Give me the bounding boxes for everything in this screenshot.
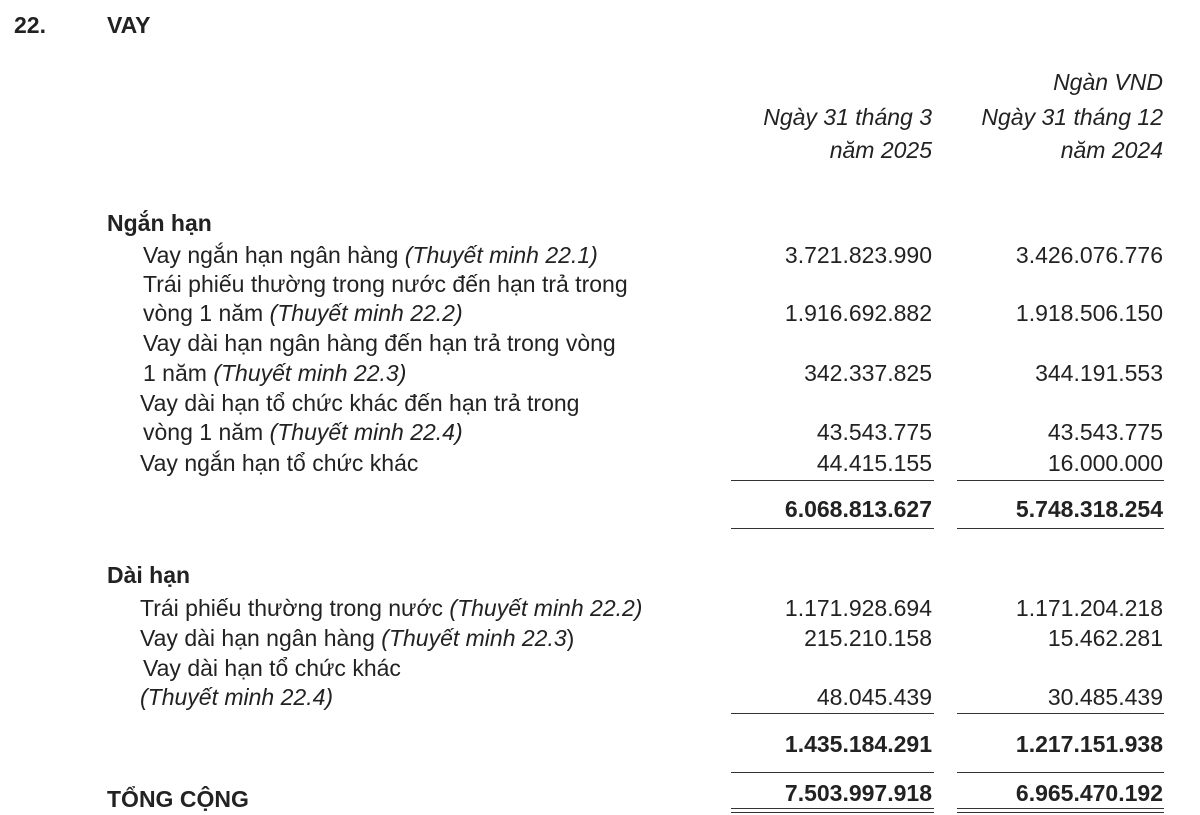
- short-term-subtotal-2024: 5.748.318.254: [1015, 496, 1163, 522]
- table-row-label: Vay dài hạn tổ chức khác đến hạn trả trong: [140, 390, 580, 416]
- table-cell-value: 43.543.775: [1047, 419, 1163, 445]
- table-cell-value: 3.426.076.776: [1015, 242, 1163, 268]
- total-2024: 6.965.470.192: [1015, 780, 1163, 806]
- table-cell-value: 44.415.155: [816, 450, 932, 476]
- table-cell-value: 16.000.000: [1047, 450, 1163, 476]
- subtotal-underline: [957, 528, 1164, 529]
- section-title: VAY: [107, 12, 151, 38]
- table-cell-value: 342.337.825: [804, 360, 932, 386]
- subtotal-rule: [957, 713, 1164, 714]
- total-rule: [731, 772, 934, 773]
- table-cell-value: 1.171.928.694: [784, 595, 932, 621]
- total-double-underline: [731, 812, 934, 813]
- subtotal-rule: [731, 480, 934, 481]
- table-cell-value: 1.918.506.150: [1015, 300, 1163, 326]
- table-cell-value: 1.916.692.882: [784, 300, 932, 326]
- table-cell-value: 30.485.439: [1047, 684, 1163, 710]
- table-row-label: vòng 1 năm (Thuyết minh 22.2): [143, 300, 463, 326]
- table-cell-value: 48.045.439: [816, 684, 932, 710]
- table-row-label: Vay dài hạn tổ chức khác: [143, 655, 401, 681]
- short-term-subtotal-2025: 6.068.813.627: [784, 496, 932, 522]
- column-header-2025-line1: Ngày 31 tháng 3: [763, 104, 932, 130]
- table-cell-value: 43.543.775: [816, 419, 932, 445]
- total-double-underline: [957, 812, 1164, 813]
- table-row-label: Trái phiếu thường trong nước đến hạn trả trong: [143, 271, 628, 297]
- section-number: 22.: [14, 12, 46, 38]
- table-cell-value: 15.462.281: [1047, 625, 1163, 651]
- long-term-subtotal-2024: 1.217.151.938: [1015, 731, 1163, 757]
- table-row-label: Trái phiếu thường trong nước (Thuyết minh 22.2): [140, 595, 643, 621]
- column-header-2025-line2: năm 2025: [829, 137, 932, 163]
- total-2025: 7.503.997.918: [784, 780, 932, 806]
- subtotal-rule: [957, 480, 1164, 481]
- long-term-subtotal-2025: 1.435.184.291: [784, 731, 932, 757]
- short-term-heading: Ngắn hạn: [107, 210, 212, 236]
- table-row-label: vòng 1 năm (Thuyết minh 22.4): [143, 419, 463, 445]
- table-row-label: Vay dài hạn ngân hàng (Thuyết minh 22.3): [140, 625, 575, 651]
- total-double-underline: [957, 808, 1164, 809]
- table-row-label: Vay dài hạn ngân hàng đến hạn trả trong vòng: [143, 330, 616, 356]
- unit-label: Ngàn VND: [1053, 69, 1163, 95]
- table-cell-value: 1.171.204.218: [1015, 595, 1163, 621]
- total-label: TỔNG CỘNG: [107, 786, 249, 812]
- subtotal-rule: [731, 713, 934, 714]
- table-row-note: (Thuyết minh 22.4): [140, 684, 334, 710]
- table-row-label: Vay ngắn hạn tổ chức khác: [140, 450, 419, 476]
- table-row-label: 1 năm (Thuyết minh 22.3): [143, 360, 407, 386]
- column-header-2024-line2: năm 2024: [1060, 137, 1163, 163]
- total-rule: [957, 772, 1164, 773]
- total-double-underline: [731, 808, 934, 809]
- table-cell-value: 344.191.553: [1035, 360, 1163, 386]
- table-cell-value: 215.210.158: [804, 625, 932, 651]
- long-term-heading: Dài hạn: [107, 562, 191, 588]
- subtotal-underline: [731, 528, 934, 529]
- table-row-label: Vay ngắn hạn ngân hàng (Thuyết minh 22.1): [143, 242, 598, 268]
- table-cell-value: 3.721.823.990: [784, 242, 932, 268]
- column-header-2024-line1: Ngày 31 tháng 12: [981, 104, 1163, 130]
